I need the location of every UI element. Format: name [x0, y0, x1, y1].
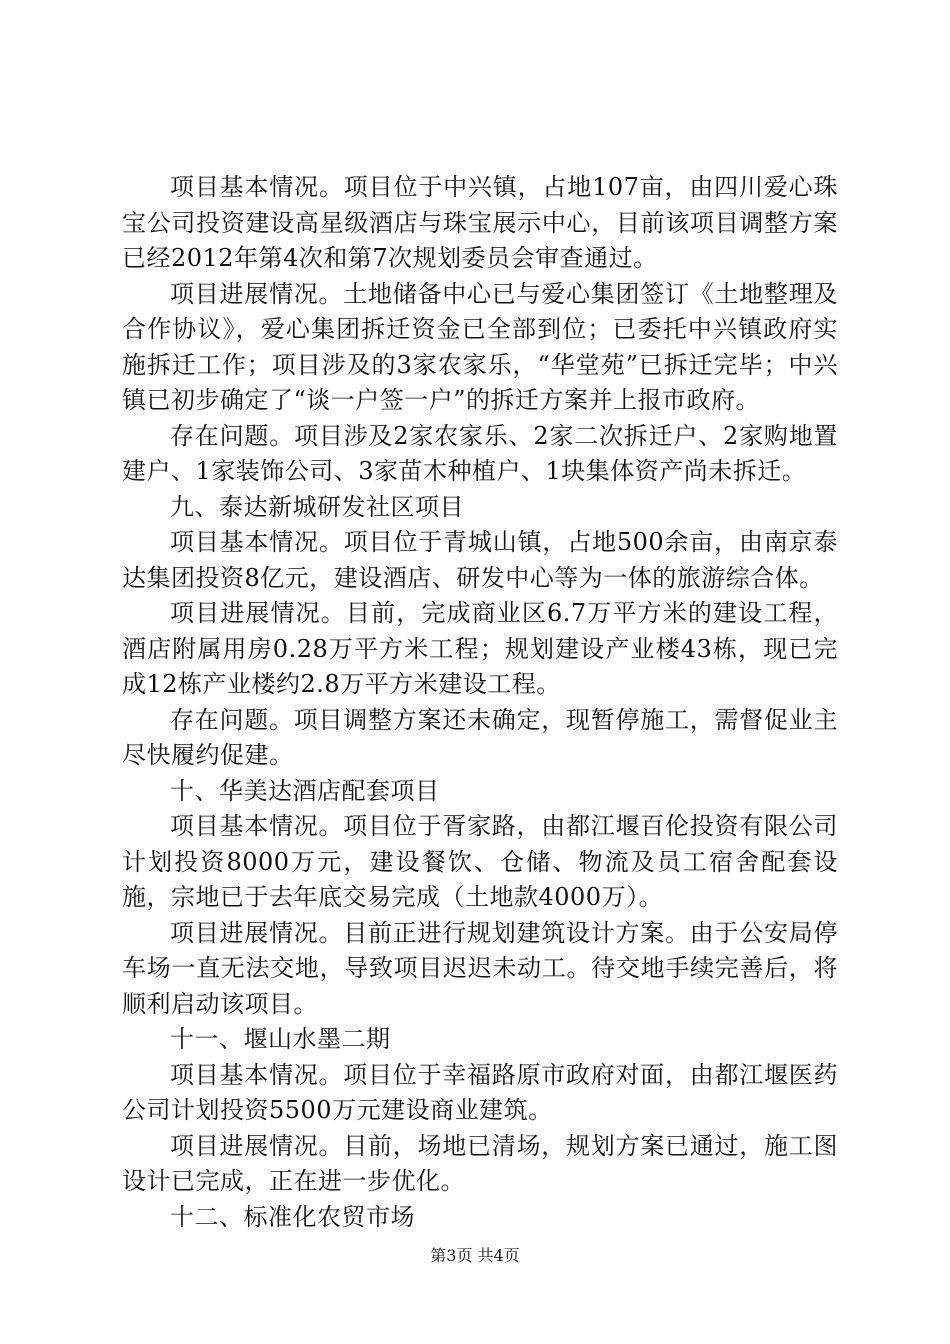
section-heading-9: 九、泰达新城研发社区项目 [170, 492, 464, 521]
section-heading-10: 十、华美达酒店配套项目 [170, 776, 440, 805]
section-heading-12: 十二、标准化农贸市场 [170, 1202, 415, 1231]
paragraph-project-basic: 项目基本情况。项目位于青城山镇，占地500余亩，由南京泰达集团投资8亿元，建设酒店、研发中心等为一体的旅游综合体。 [122, 528, 838, 592]
paragraph-project-progress: 项目进展情况。目前，场地已清场，规划方案已通过，施工图设计已完成，正在进一步优化。 [122, 1131, 838, 1195]
paragraph-project-progress: 项目进展情况。目前，完成商业区6.7万平方米的建设工程，酒店附属用房0.28万平方米工程；规划建设产业楼43栋，现已完成12栋产业楼约2.8万平方米建设工程。 [122, 599, 838, 698]
paragraph-problems: 存在问题。项目调整方案还未确定，现暂停施工，需督促业主尽快履约促建。 [122, 705, 838, 769]
paragraph-problems: 存在问题。项目涉及2家农家乐、2家二次拆迁户、2家购地置建户、1家装饰公司、3家苗木种植户、1块集体资产尚未拆迁。 [122, 421, 838, 485]
paragraph-project-progress: 项目进展情况。目前正进行规划建筑设计方案。由于公安局停车场一直无法交地，导致项目迟迟未动工。待交地手续完善后，将顺利启动该项目。 [122, 918, 838, 1018]
paragraph-project-basic: 项目基本情况。项目位于幸福路原市政府对面，由都江堰医药公司计划投资5500万元建设商业建筑。 [122, 1060, 838, 1124]
section-heading-11: 十一、堰山水墨二期 [170, 1025, 391, 1053]
paragraph-project-basic: 项目基本情况。项目位于胥家路，由都江堰百伦投资有限公司计划投资8000万元，建设餐饮、仓储、物流及员工宿舍配套设施，宗地已于去年底交易完成（土地款4000万）。 [122, 812, 838, 911]
paragraph-project-basic: 项目基本情况。项目位于中兴镇，占地107亩，由四川爱心珠宝公司投资建设高星级酒店与珠宝展示中心，目前该项目调整方案已经2012年第4次和第7次规划委员会审查通过。 [122, 173, 838, 272]
paragraph-project-progress: 项目进展情况。土地储备中心已与爱心集团签订《土地整理及合作协议》，爱心集团拆迁资金已全部到位；已委托中兴镇政府实施拆迁工作；项目涉及的3家农家乐，“华堂苑”已拆迁完毕；中兴镇已初步确定了“谈一户签一户”的拆迁方案并上报市政府。 [122, 279, 838, 414]
document-body [122, 170, 838, 1235]
page-footer: 第3页 共4页 [430, 1246, 520, 1265]
